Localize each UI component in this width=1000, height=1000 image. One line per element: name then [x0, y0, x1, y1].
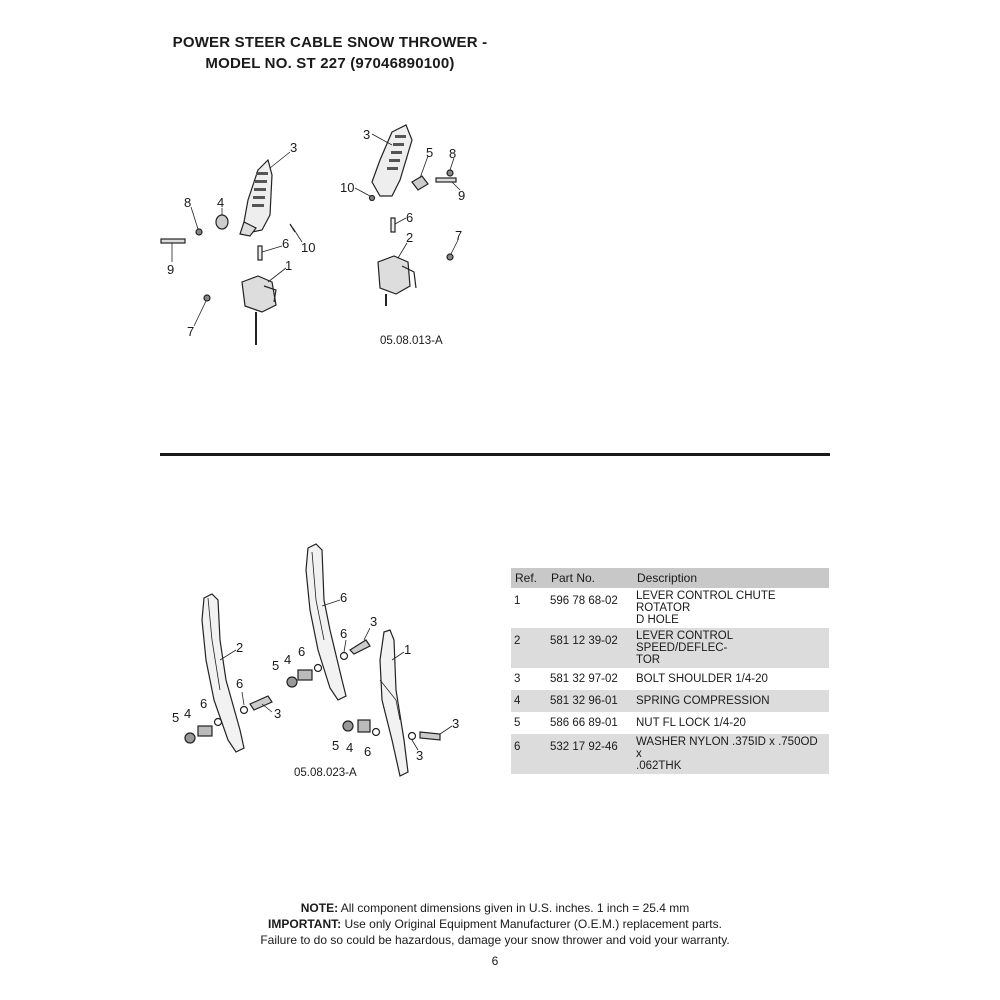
callout-label: 5 — [272, 658, 280, 673]
bottom-diagram-drawing — [160, 540, 480, 780]
callout-label: 6 — [340, 590, 348, 605]
right-part-9 — [436, 178, 456, 182]
row-description: SPRING COMPRESSION — [633, 690, 829, 712]
washer-middle-a — [315, 665, 322, 672]
right-bracket-2 — [378, 256, 410, 294]
left-part-8 — [196, 229, 202, 235]
description-line: D HOLE — [636, 614, 679, 626]
callout-label: 1 — [285, 258, 293, 273]
spring-middle — [298, 670, 312, 680]
parts-table-header — [511, 568, 829, 588]
left-bracket-1 — [242, 276, 276, 312]
callout-label: 4 — [346, 740, 354, 755]
spring-right — [358, 720, 370, 732]
header-ref: Ref. — [511, 568, 547, 588]
row-description — [633, 588, 829, 628]
callout-label: 4 — [284, 652, 292, 667]
row-ref: 1 — [514, 595, 521, 607]
left-part-4 — [216, 215, 228, 229]
page-number: 6 — [491, 954, 499, 968]
callout-label: 8 — [184, 195, 192, 210]
table-row — [511, 628, 829, 668]
callout-label: 4 — [184, 706, 192, 721]
callout-label: 6 — [364, 744, 372, 759]
callout-label: 3 — [274, 706, 282, 721]
important-text: Use only Original Equipment Manufacturer (O.E.M.) replacement parts. — [341, 917, 722, 931]
callout-label: 9 — [167, 262, 175, 277]
callout-label: 2 — [236, 640, 244, 655]
row-part-no: 581 12 39-02 — [547, 628, 633, 668]
callout-label: 3 — [416, 748, 424, 763]
callout-label: 3 — [363, 127, 371, 142]
callout-label: 2 — [406, 230, 414, 245]
title-line-2: MODEL NO. ST 227 (97046890100) — [205, 55, 455, 72]
important-label: IMPORTANT: — [268, 917, 342, 931]
header-description: Description — [633, 568, 829, 588]
parts-table — [511, 568, 829, 774]
important-line — [160, 916, 830, 932]
row-description: BOLT SHOULDER 1/4-20 — [636, 673, 768, 685]
page-title — [160, 32, 500, 74]
description-line: WASHER NYLON .375ID x .750OD x — [636, 736, 818, 760]
note-line — [160, 900, 830, 916]
row-description — [633, 628, 829, 668]
washer-middle-b — [341, 653, 348, 660]
washer-left-b — [241, 707, 248, 714]
header-part-no: Part No. — [547, 568, 633, 588]
callout-label: 9 — [458, 188, 466, 203]
left-part-9 — [161, 239, 185, 243]
right-part-10 — [370, 196, 375, 201]
washer-right-b — [409, 733, 416, 740]
callout-label: 6 — [236, 676, 244, 691]
top-leader-lines — [172, 134, 463, 326]
table-row — [511, 668, 829, 690]
table-row — [511, 712, 829, 734]
nut-middle — [287, 677, 297, 687]
bolt-right — [420, 732, 440, 740]
right-part-5 — [412, 176, 428, 190]
footer-notes — [160, 900, 830, 948]
callout-label: 5 — [426, 145, 434, 160]
title-line-1: POWER STEER CABLE SNOW THROWER - — [172, 34, 488, 51]
washer-right-a — [373, 729, 380, 736]
bolt-left — [250, 696, 272, 710]
nut-right — [343, 721, 353, 731]
table-row — [511, 588, 829, 628]
bottom-exploded-diagram — [160, 540, 480, 780]
spring-left — [198, 726, 212, 736]
top-callout-labels — [167, 127, 465, 339]
callout-label: 7 — [187, 324, 195, 339]
row-part-no: 581 32 97-02 — [550, 673, 618, 685]
callout-label: 5 — [172, 710, 180, 725]
left-part-7 — [204, 295, 210, 301]
callout-label: 4 — [217, 195, 225, 210]
callout-label: 6 — [406, 210, 414, 225]
callout-label: 3 — [452, 716, 460, 731]
right-part-8 — [447, 170, 453, 176]
callout-label: 7 — [455, 228, 463, 243]
row-part-no: 596 78 68-02 — [550, 595, 618, 607]
row-part-no: 581 32 96-01 — [547, 690, 633, 712]
callout-label: 6 — [200, 696, 208, 711]
left-part-6 — [258, 246, 262, 260]
top-exploded-diagram — [150, 120, 480, 350]
right-part-6 — [391, 218, 395, 232]
description-line: .062THK — [636, 760, 682, 772]
note-text: All component dimensions given in U.S. inches. 1 inch = 25.4 mm — [338, 901, 690, 915]
row-description: NUT FL LOCK 1/4-20 — [636, 717, 746, 729]
callout-label: 8 — [449, 146, 457, 161]
row-ref: 4 — [511, 690, 547, 712]
section-divider — [160, 453, 830, 456]
row-ref: 6 — [511, 734, 547, 774]
row-part-no: 532 17 92-46 — [547, 734, 633, 774]
callout-label: 10 — [340, 180, 355, 195]
callout-label: 5 — [332, 738, 340, 753]
description-line: LEVER CONTROL CHUTE ROTATOR — [636, 590, 776, 614]
top-diagram-drawing — [150, 120, 480, 350]
bolt-middle — [350, 640, 370, 654]
table-row — [511, 690, 829, 712]
row-description — [633, 734, 829, 774]
nut-left — [185, 733, 195, 743]
callout-label: 3 — [370, 614, 378, 629]
callout-label: 6 — [340, 626, 348, 641]
row-ref: 2 — [511, 628, 547, 668]
row-ref: 5 — [514, 717, 521, 729]
washer-left-a — [215, 719, 222, 726]
note-label: NOTE: — [300, 901, 339, 915]
table-row — [511, 734, 829, 774]
callout-label: 10 — [301, 240, 316, 255]
callout-label: 6 — [298, 644, 306, 659]
right-part-7 — [447, 254, 453, 260]
left-part-10 — [290, 224, 295, 232]
row-part-no: 586 66 89-01 — [550, 717, 618, 729]
top-diagram-code: 05.08.013-A — [380, 335, 443, 347]
callout-label: 1 — [404, 642, 412, 657]
bottom-diagram-code: 05.08.023-A — [294, 767, 357, 779]
row-ref: 3 — [514, 673, 521, 685]
description-line: LEVER CONTROL SPEED/DEFLEC- — [636, 630, 733, 654]
callout-label: 3 — [290, 140, 298, 155]
callout-label: 6 — [282, 236, 290, 251]
description-line: TOR — [636, 654, 661, 666]
warning-line: Failure to do so could be hazardous, damage your snow thrower and void your warranty. — [260, 933, 730, 947]
